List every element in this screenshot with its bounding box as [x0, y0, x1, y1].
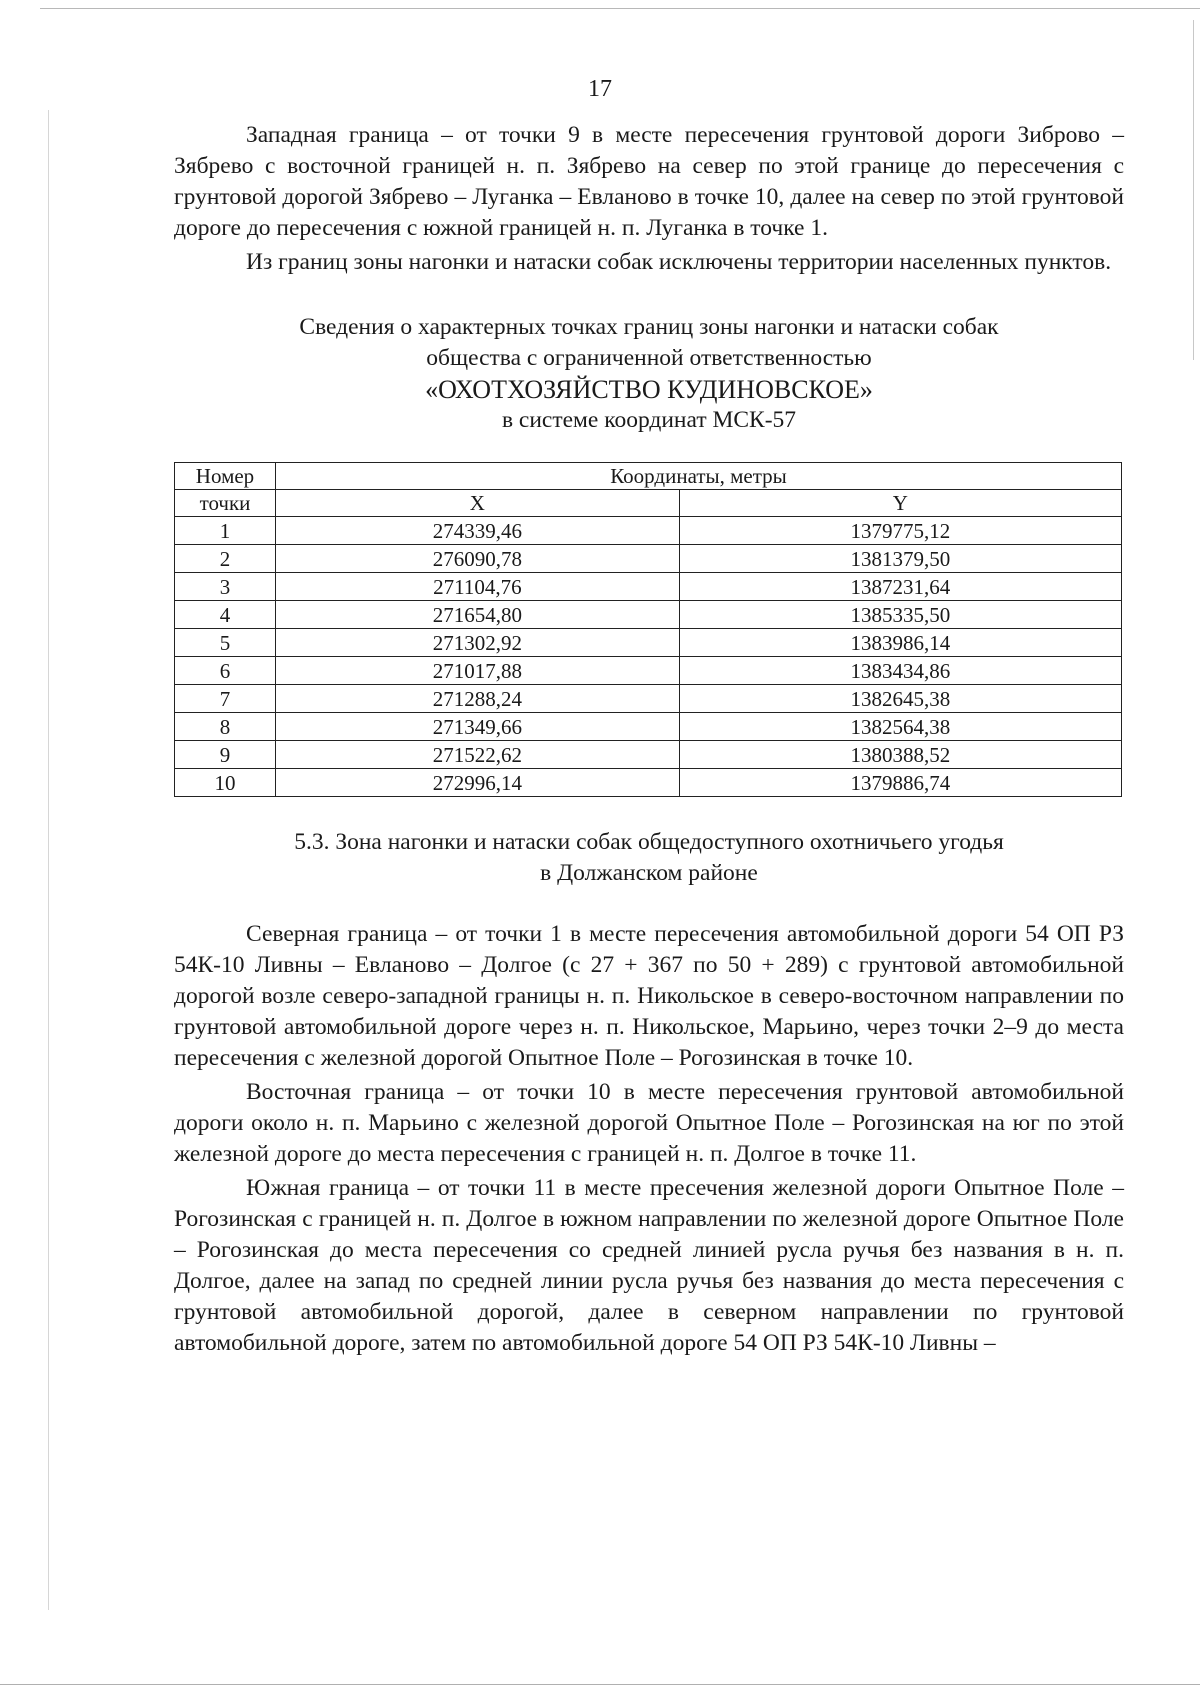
cell-num: 9	[175, 741, 276, 769]
cell-x: 276090,78	[276, 545, 680, 573]
table-row	[175, 657, 1122, 685]
table-caption-line-1: Сведения о характерных точках границ зоны нагонки и натаски собак	[299, 314, 999, 340]
cell-y: 1379775,12	[679, 517, 1121, 545]
cell-num: 1	[175, 517, 276, 545]
header-coords: Координаты, метры	[276, 463, 1122, 490]
section-heading-line-1: 5.3. Зона нагонки и натаски собак общедоступного охотничьего угодья	[294, 829, 1004, 855]
paragraph-exclusions: Из границ зоны нагонки и натаски собак исключены территории населенных пунктов.	[246, 249, 1112, 275]
paragraph-eastern-boundary: Восточная граница – от точки 10 в месте пересечения грунтовой автомобильной дороги около н. п. Марьино с железной дорогой Опытное Поле – Рогозинская на юг по этой железной дороге до места пересечения с границей н. п. Долгое в точке 11.	[174, 1079, 1124, 1167]
cell-num: 6	[175, 657, 276, 685]
table-caption-line-4: в системе координат МСК-57	[501, 407, 797, 433]
cell-y: 1383986,14	[679, 629, 1121, 657]
scan-edge-bottom	[0, 1684, 1200, 1685]
cell-num: 7	[175, 685, 276, 713]
page-number: 17	[588, 76, 612, 102]
table-caption-line-2: общества с ограниченной ответственностью	[426, 345, 872, 371]
cell-x: 271104,76	[276, 573, 680, 601]
table-row	[175, 713, 1122, 741]
table-caption	[174, 312, 1124, 436]
cell-num: 10	[175, 769, 276, 797]
cell-x: 272996,14	[276, 769, 680, 797]
table-row	[175, 685, 1122, 713]
cell-x: 271654,80	[276, 601, 680, 629]
cell-y: 1381379,50	[679, 545, 1121, 573]
cell-y: 1382645,38	[679, 685, 1121, 713]
cell-num: 5	[175, 629, 276, 657]
paragraph-northern-boundary: Северная граница – от точки 1 в месте пересечения автомобильной дороги 54 ОП РЗ 54К-10 Ливны – Евланово – Долгое (с 27 + 367 по 50 + 289) с грунтовой автомобильной дорогой возле северо-западной границы н. п. Никольское в северо-восточном направлении по грунтовой автомобильной дороге через н. п. Никольское, Марьино, через точки 2–9 до места пересечения с железной дорогой Опытное Поле – Рогозинская в точке 10.	[174, 921, 1124, 1071]
cell-x: 271017,88	[276, 657, 680, 685]
header-x: X	[276, 490, 680, 517]
section-heading	[174, 827, 1124, 889]
table-row	[175, 741, 1122, 769]
cell-y: 1382564,38	[679, 713, 1121, 741]
cell-x: 271522,62	[276, 741, 680, 769]
cell-y: 1387231,64	[679, 573, 1121, 601]
cell-y: 1383434,86	[679, 657, 1121, 685]
scan-edge-left	[48, 110, 49, 1610]
coordinates-table	[174, 462, 1122, 797]
scan-edge-right	[1193, 20, 1194, 360]
table-header-row	[175, 463, 1122, 490]
cell-y: 1380388,52	[679, 741, 1121, 769]
table-row	[175, 517, 1122, 545]
table-row	[175, 601, 1122, 629]
cell-x: 271349,66	[276, 713, 680, 741]
table-subheader-row	[175, 490, 1122, 517]
section-heading-line-2: в Должанском районе	[540, 860, 758, 886]
cell-num: 4	[175, 601, 276, 629]
table-row	[175, 769, 1122, 797]
cell-x: 271288,24	[276, 685, 680, 713]
document-body	[174, 120, 1124, 1362]
table-row	[175, 629, 1122, 657]
cell-y: 1385335,50	[679, 601, 1121, 629]
header-num-top: Номер	[175, 463, 276, 490]
header-y: Y	[679, 490, 1121, 517]
cell-y: 1379886,74	[679, 769, 1121, 797]
cell-num: 2	[175, 545, 276, 573]
scan-edge-top	[40, 8, 1200, 9]
table-row	[175, 573, 1122, 601]
paragraph-southern-boundary: Южная граница – от точки 11 в месте пресечения железной дороги Опытное Поле – Рогозинская с границей н. п. Долгое в южном направлении по железной дороге Опытное Поле – Рогозинская до места пересечения со средней линией русла ручья без названия в н. п. Долгое, далее на запад по средней линии русла ручья без названия до места пересечения с грунтовой автомобильной дорогой, далее в северном направлении по грунтовой автомобильной дороге, затем по автомобильной дороге 54 ОП РЗ 54К-10 Ливны –	[174, 1175, 1124, 1356]
section-body	[174, 919, 1124, 1359]
cell-num: 3	[175, 573, 276, 601]
cell-x: 274339,46	[276, 517, 680, 545]
header-num-bottom: точки	[175, 490, 276, 517]
paragraph-western-boundary: Западная граница – от точки 9 в месте пересечения грунтовой дороги Зиброво – Зябрево с восточной границей н. п. Зябрево на север по этой границе до пересечения с грунтовой дорогой Зябрево – Луганка – Евланово в точке 10, далее на север по этой грунтовой дороге до пересечения с южной границей н. п. Луганка в точке 1.	[174, 122, 1124, 241]
table-row	[175, 545, 1122, 573]
cell-x: 271302,92	[276, 629, 680, 657]
table-caption-org-name: «ОХОТХОЗЯЙСТВО КУДИНОВСКОЕ»	[425, 375, 873, 404]
cell-num: 8	[175, 713, 276, 741]
